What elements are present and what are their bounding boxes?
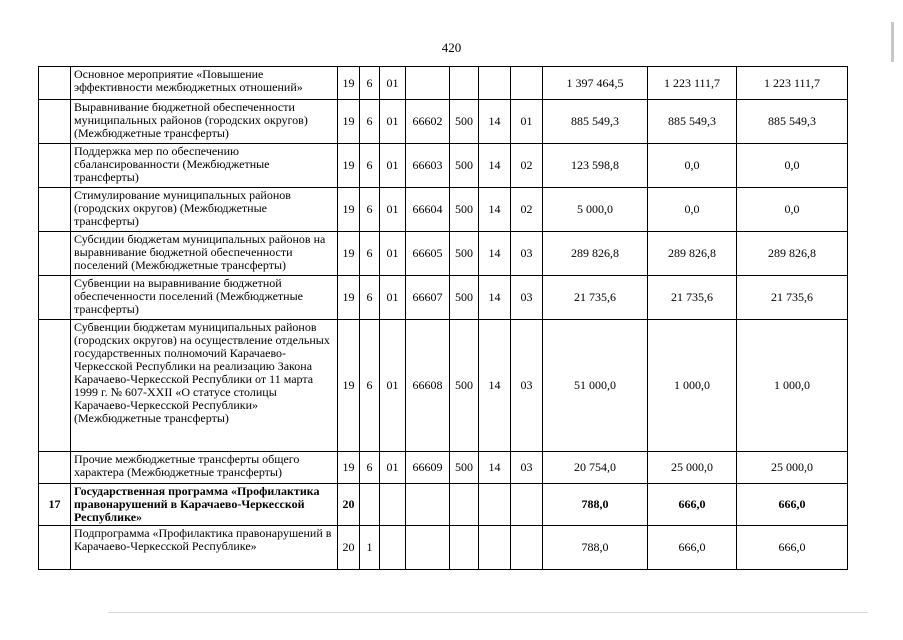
cell-item-name: Поддержка мер по обеспечению сбалансированности (Межбюджетные трансферты) <box>71 144 338 188</box>
cell-amount-1: 1 397 464,5 <box>543 67 648 100</box>
cell-amount-1: 788,0 <box>543 484 648 526</box>
cell-amount-3: 666,0 <box>737 526 848 570</box>
cell-code-1: 19 <box>338 188 360 232</box>
cell-amount-2: 0,0 <box>648 144 737 188</box>
table-row <box>39 484 848 526</box>
cell-code-1: 19 <box>338 144 360 188</box>
cell-code-3: 01 <box>380 276 406 320</box>
cell-code-5: 500 <box>450 100 479 144</box>
cell-amount-3: 0,0 <box>737 188 848 232</box>
table-row <box>39 276 848 320</box>
table-row <box>39 144 848 188</box>
cell-code-3: 01 <box>380 144 406 188</box>
budget-table <box>38 66 848 570</box>
cell-code-1: 19 <box>338 232 360 276</box>
table-row <box>39 67 848 100</box>
cell-code-3: 01 <box>380 100 406 144</box>
cell-row-number <box>39 320 71 452</box>
cell-code-5: 500 <box>450 320 479 452</box>
cell-code-4 <box>406 67 450 100</box>
cell-code-4: 66602 <box>406 100 450 144</box>
cell-amount-3: 21 735,6 <box>737 276 848 320</box>
cell-amount-2: 25 000,0 <box>648 452 737 484</box>
cell-item-name: Субвенции на выравнивание бюджетной обеспеченности поселений (Межбюджетные трансферты) <box>71 276 338 320</box>
cell-code-1: 19 <box>338 67 360 100</box>
cell-code-4: 66608 <box>406 320 450 452</box>
cell-amount-1: 21 735,6 <box>543 276 648 320</box>
cell-amount-2: 1 000,0 <box>648 320 737 452</box>
cell-row-number: 17 <box>39 484 71 526</box>
cell-code-7 <box>511 67 543 100</box>
cell-code-6: 14 <box>479 276 511 320</box>
cell-code-7: 03 <box>511 320 543 452</box>
cell-amount-1: 20 754,0 <box>543 452 648 484</box>
cell-item-name: Подпрограмма «Профилактика правонарушений в Карачаево-Черкесской Республике» <box>71 526 338 570</box>
table-row <box>39 526 848 570</box>
cell-code-6: 14 <box>479 188 511 232</box>
cell-row-number <box>39 67 71 100</box>
cell-code-2 <box>360 484 380 526</box>
cell-code-6: 14 <box>479 100 511 144</box>
cell-amount-3: 1 223 111,7 <box>737 67 848 100</box>
table-row <box>39 452 848 484</box>
cell-code-4 <box>406 526 450 570</box>
cell-code-2: 6 <box>360 276 380 320</box>
cell-code-4: 66605 <box>406 232 450 276</box>
cell-amount-3: 0,0 <box>737 144 848 188</box>
cell-amount-3: 1 000,0 <box>737 320 848 452</box>
cell-amount-2: 885 549,3 <box>648 100 737 144</box>
cell-code-6: 14 <box>479 144 511 188</box>
cell-amount-3: 666,0 <box>737 484 848 526</box>
cell-amount-1: 123 598,8 <box>543 144 648 188</box>
cell-amount-1: 788,0 <box>543 526 648 570</box>
cell-code-5: 500 <box>450 188 479 232</box>
cell-code-6 <box>479 67 511 100</box>
cell-code-6: 14 <box>479 232 511 276</box>
cell-code-1: 19 <box>338 320 360 452</box>
cell-code-2: 6 <box>360 232 380 276</box>
cell-amount-1: 885 549,3 <box>543 100 648 144</box>
scan-artifact-line <box>108 612 868 613</box>
cell-amount-2: 1 223 111,7 <box>648 67 737 100</box>
cell-code-7 <box>511 526 543 570</box>
cell-code-3 <box>380 526 406 570</box>
cell-row-number <box>39 188 71 232</box>
cell-code-4 <box>406 484 450 526</box>
cell-code-4: 66609 <box>406 452 450 484</box>
table-row <box>39 188 848 232</box>
table-row <box>39 320 848 452</box>
cell-code-2: 6 <box>360 452 380 484</box>
scan-edge-mark <box>891 22 894 62</box>
cell-row-number <box>39 144 71 188</box>
cell-code-7: 03 <box>511 232 543 276</box>
cell-amount-2: 0,0 <box>648 188 737 232</box>
cell-code-5 <box>450 526 479 570</box>
cell-code-2: 6 <box>360 188 380 232</box>
cell-amount-3: 289 826,8 <box>737 232 848 276</box>
cell-row-number <box>39 452 71 484</box>
cell-item-name: Прочие межбюджетные трансферты общего характера (Межбюджетные трансферты) <box>71 452 338 484</box>
cell-code-2: 1 <box>360 526 380 570</box>
cell-code-5: 500 <box>450 232 479 276</box>
cell-code-2: 6 <box>360 67 380 100</box>
cell-code-3: 01 <box>380 452 406 484</box>
cell-code-4: 66604 <box>406 188 450 232</box>
cell-code-5 <box>450 484 479 526</box>
cell-code-1: 19 <box>338 100 360 144</box>
cell-code-1: 20 <box>338 484 360 526</box>
cell-code-1: 19 <box>338 452 360 484</box>
cell-code-7: 01 <box>511 100 543 144</box>
cell-row-number <box>39 232 71 276</box>
cell-code-3: 01 <box>380 232 406 276</box>
cell-code-7: 02 <box>511 188 543 232</box>
cell-amount-3: 885 549,3 <box>737 100 848 144</box>
cell-code-6 <box>479 526 511 570</box>
cell-code-1: 19 <box>338 276 360 320</box>
table-row <box>39 100 848 144</box>
cell-code-6: 14 <box>479 320 511 452</box>
cell-item-name: Основное мероприятие «Повышение эффективности межбюджетных отношений» <box>71 67 338 100</box>
cell-code-6 <box>479 484 511 526</box>
cell-code-2: 6 <box>360 144 380 188</box>
cell-row-number <box>39 276 71 320</box>
cell-amount-2: 21 735,6 <box>648 276 737 320</box>
cell-code-6: 14 <box>479 452 511 484</box>
cell-amount-1: 5 000,0 <box>543 188 648 232</box>
cell-amount-2: 666,0 <box>648 484 737 526</box>
table-row <box>39 232 848 276</box>
cell-code-5 <box>450 67 479 100</box>
cell-code-7: 02 <box>511 144 543 188</box>
cell-item-name: Субсидии бюджетам муниципальных районов на выравнивание бюджетной обеспеченности поселений (Межбюджетные трансферты) <box>71 232 338 276</box>
cell-amount-3: 25 000,0 <box>737 452 848 484</box>
cell-code-3: 01 <box>380 320 406 452</box>
cell-row-number <box>39 100 71 144</box>
cell-code-4: 66603 <box>406 144 450 188</box>
page-number: 420 <box>441 40 462 55</box>
cell-item-name: Стимулирование муниципальных районов (городских округов) (Межбюджетные трансферты) <box>71 188 338 232</box>
cell-code-3: 01 <box>380 188 406 232</box>
cell-code-2: 6 <box>360 320 380 452</box>
cell-code-5: 500 <box>450 144 479 188</box>
cell-code-5: 500 <box>450 276 479 320</box>
cell-amount-2: 289 826,8 <box>648 232 737 276</box>
cell-code-7: 03 <box>511 452 543 484</box>
cell-item-name: Государственная программа «Профилактика правонарушений в Карачаево-Черкесской Республике» <box>71 484 338 526</box>
cell-amount-2: 666,0 <box>648 526 737 570</box>
cell-code-3 <box>380 484 406 526</box>
cell-code-2: 6 <box>360 100 380 144</box>
cell-code-5: 500 <box>450 452 479 484</box>
cell-code-4: 66607 <box>406 276 450 320</box>
cell-item-name: Выравнивание бюджетной обеспеченности муниципальных районов (городских округов) (Межбюджетные трансферты) <box>71 100 338 144</box>
cell-item-name: Субвенции бюджетам муниципальных районов (городских округов) на осуществление отдельных государственных полномочий Карачаево-Черкесской Республики на реализацию Закона Карачаево-Черкесской Республики от 11 марта 1999 г. № 607-XXII «О статусе столицы Карачаево-Черкесской Республики» (Межбюджетные трансферты) <box>71 320 338 452</box>
cell-code-7: 03 <box>511 276 543 320</box>
cell-code-3: 01 <box>380 67 406 100</box>
cell-amount-1: 51 000,0 <box>543 320 648 452</box>
table-body <box>39 67 848 570</box>
cell-row-number <box>39 526 71 570</box>
cell-code-7 <box>511 484 543 526</box>
cell-amount-1: 289 826,8 <box>543 232 648 276</box>
cell-code-1: 20 <box>338 526 360 570</box>
